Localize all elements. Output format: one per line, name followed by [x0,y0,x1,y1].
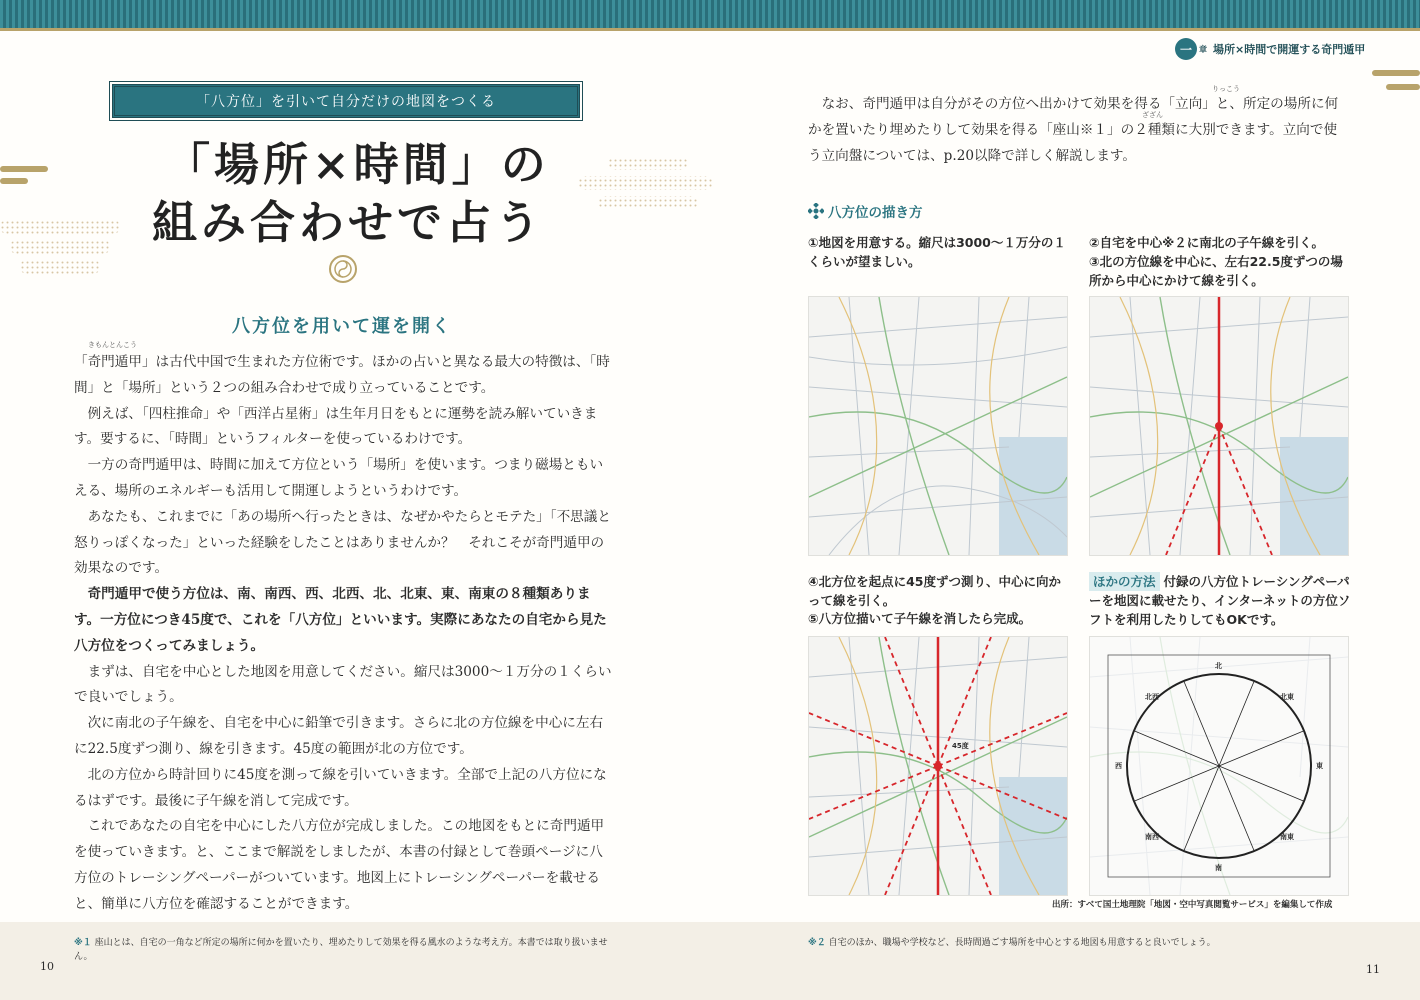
compass-south: 南 [1215,864,1222,872]
chapter-header [1175,38,1365,60]
footnote-text: 座山とは、自宅の一角など所定の場所に何かを置いたり、埋めたりして効果を得る風水のような考え方。本書では取り扱いません。 [74,938,608,962]
map-base [809,297,1067,555]
map-base [809,637,1067,895]
other-method [1089,572,1351,629]
step-4: ④北方位を起点に45度ずつ測り、中心に向かって線を引く。 [808,574,1061,608]
compass-southeast: 南東 [1280,833,1294,841]
step-2: ②自宅を中心※２に南北の子午線を引く。 [1089,235,1324,250]
paragraph: 北の方位から時計回りに45度を測って線を引いていきます。全部で上記の八方位になるはずです。最後に子午線を消して完成です。 [74,766,607,809]
compass-northeast: 北東 [1280,693,1294,701]
paragraph: 「奇門遁甲」は古代中国で生まれた方位術です。ほかの占いと異なる最大の特徴は、「時間」と「場所」という２つの組み合わせで成り立っていることです。 [74,354,610,396]
howto-heading-text: 八方位の描き方 [828,205,923,221]
map-base [1090,297,1348,555]
footnote-text: 自宅のほか、職場や学校など、長時間過ごす場所を中心とする地図も用意すると良いでしょう。 [828,938,1216,948]
other-method-tag: ほかの方法 [1089,572,1160,591]
paragraph: これであなたの自宅を中心にした八方位が完成しました。この地図をもとに奇門遁甲を使っていきます。と、ここまで解説をしましたが、本書の付録として巻頭ページに八方位のトレーシングペーパーがついています。地図上にトレーシングペーパーを載せると、簡単に八方位を確認することができます。 [74,818,605,912]
dotted-cloud-right [568,158,713,228]
right-intro-text [808,92,1348,169]
compass-north: 北 [1215,662,1222,670]
step-3: ③北の方位線を中心に、左右22.5度ずつの場所から中心にかけて線を引く。 [1089,254,1343,288]
compass-east: 東 [1316,762,1323,770]
gold-cloud-left [0,160,60,190]
section-heading: 八方位を用いて運を開く [232,316,452,337]
page-title-line2: 組み合わせで占う [152,196,545,249]
gold-cloud-right [1362,64,1420,98]
map-step45 [808,636,1068,896]
chapter-number-badge: 一 [1175,38,1197,60]
home-marker [934,762,942,770]
paragraph: 奇門遁甲で使う方位は、南、南西、西、北西、北、北東、東、南東の８種類あります。一方位につき45度で、これを「八方位」といいます。実際にあなたの自宅から見た八方位をつくってみましょう。 [74,586,607,654]
howto-heading [808,201,923,221]
footnote-left [74,936,619,964]
source-credit: 出所：すべて国土地理院「地図・空中写真閲覧サービス」を編集して作成 [1052,900,1333,910]
step-5: ⑤八方位描いて子午線を消したら完成。 [808,611,1032,626]
dotted-cloud-left [0,210,130,290]
ruby-kimon: きもんとんこう [88,341,137,349]
footnote-mark: ※２ [808,938,826,948]
diamond-flower-icon [808,203,824,219]
compass-southwest: 南西 [1145,833,1159,841]
page-number-right: 11 [1366,963,1380,976]
map-compass [1089,636,1349,896]
compass-northwest: 北西 [1145,693,1159,701]
map-step23 [1089,296,1349,556]
ruby-zazan: ざざん [1142,111,1163,119]
paragraph: 一方の奇門遁甲は、時間に加えて方位という「場所」を使います。つまり磁場ともいえる、場所のエネルギーも活用して開運しようというわけです。 [74,457,604,499]
page-number-left: 10 [40,960,54,973]
paragraph: 例えば、「四柱推命」や「西洋占星術」は生年月日をもとに運勢を読み解いていきます。要するに、「時間」というフィルターを使っているわけです。 [74,405,598,448]
home-marker [1215,422,1223,430]
subtitle-band: 「八方位」を引いて自分だけの地図をつくる [112,84,580,118]
other-method-text: 付録の八方位トレーシングペーパーを地図に載せたり、インターネットの方位ソフトを利用したりしてもOKです。 [1089,574,1351,627]
map-base [1090,637,1348,895]
sector-line [1166,426,1219,555]
map-step1 [808,296,1068,556]
paragraph: 次に南北の子午線を、自宅を中心に鉛筆で引きます。さらに北の方位線を中心に左右に22.5度ずつ測り、線を引きます。45度の範囲が北の方位です。 [74,715,604,757]
chapter-title: 場所×時間で開運する奇門遁甲 [1213,43,1366,56]
emblem-icon [328,254,358,284]
angle-label: 45度 [952,742,969,750]
left-body-text [74,350,614,918]
intro-paragraph: なお、奇門遁甲は自分がその方位へ出かけて効果を得る「立向」と、所定の場所に何かを置いたり埋めたりして効果を得る「座山※１」の２種類に大別できます。立向で使う立向盤については、p.20以降で詳しく解説します。 [808,96,1339,164]
page-title-line1: 「場所×時間」の [165,138,550,191]
footnote-mark: ※１ [74,938,92,948]
ruby-ritsukou: りっこう [1212,85,1240,93]
step-1: ①地図を用意する。縮尺は3000～１万分の１くらいが望ましい。 [808,235,1066,269]
top-pattern-band [0,0,1420,31]
footnote-right [808,936,1368,950]
compass-west: 西 [1115,762,1122,770]
chapter-suffix: 章 [1199,44,1207,54]
paragraph: まずは、自宅を中心とした地図を用意してください。縮尺は3000～１万分の１くらいで良いでしょう。 [74,663,612,706]
paragraph: あなたも、これまでに「あの場所へ行ったときは、なぜかやたらとモテた」「不思議と怒りっぽくなった」といった経験をしたことはありませんか？ それこそが奇門遁甲の効果なのです。 [74,508,611,577]
